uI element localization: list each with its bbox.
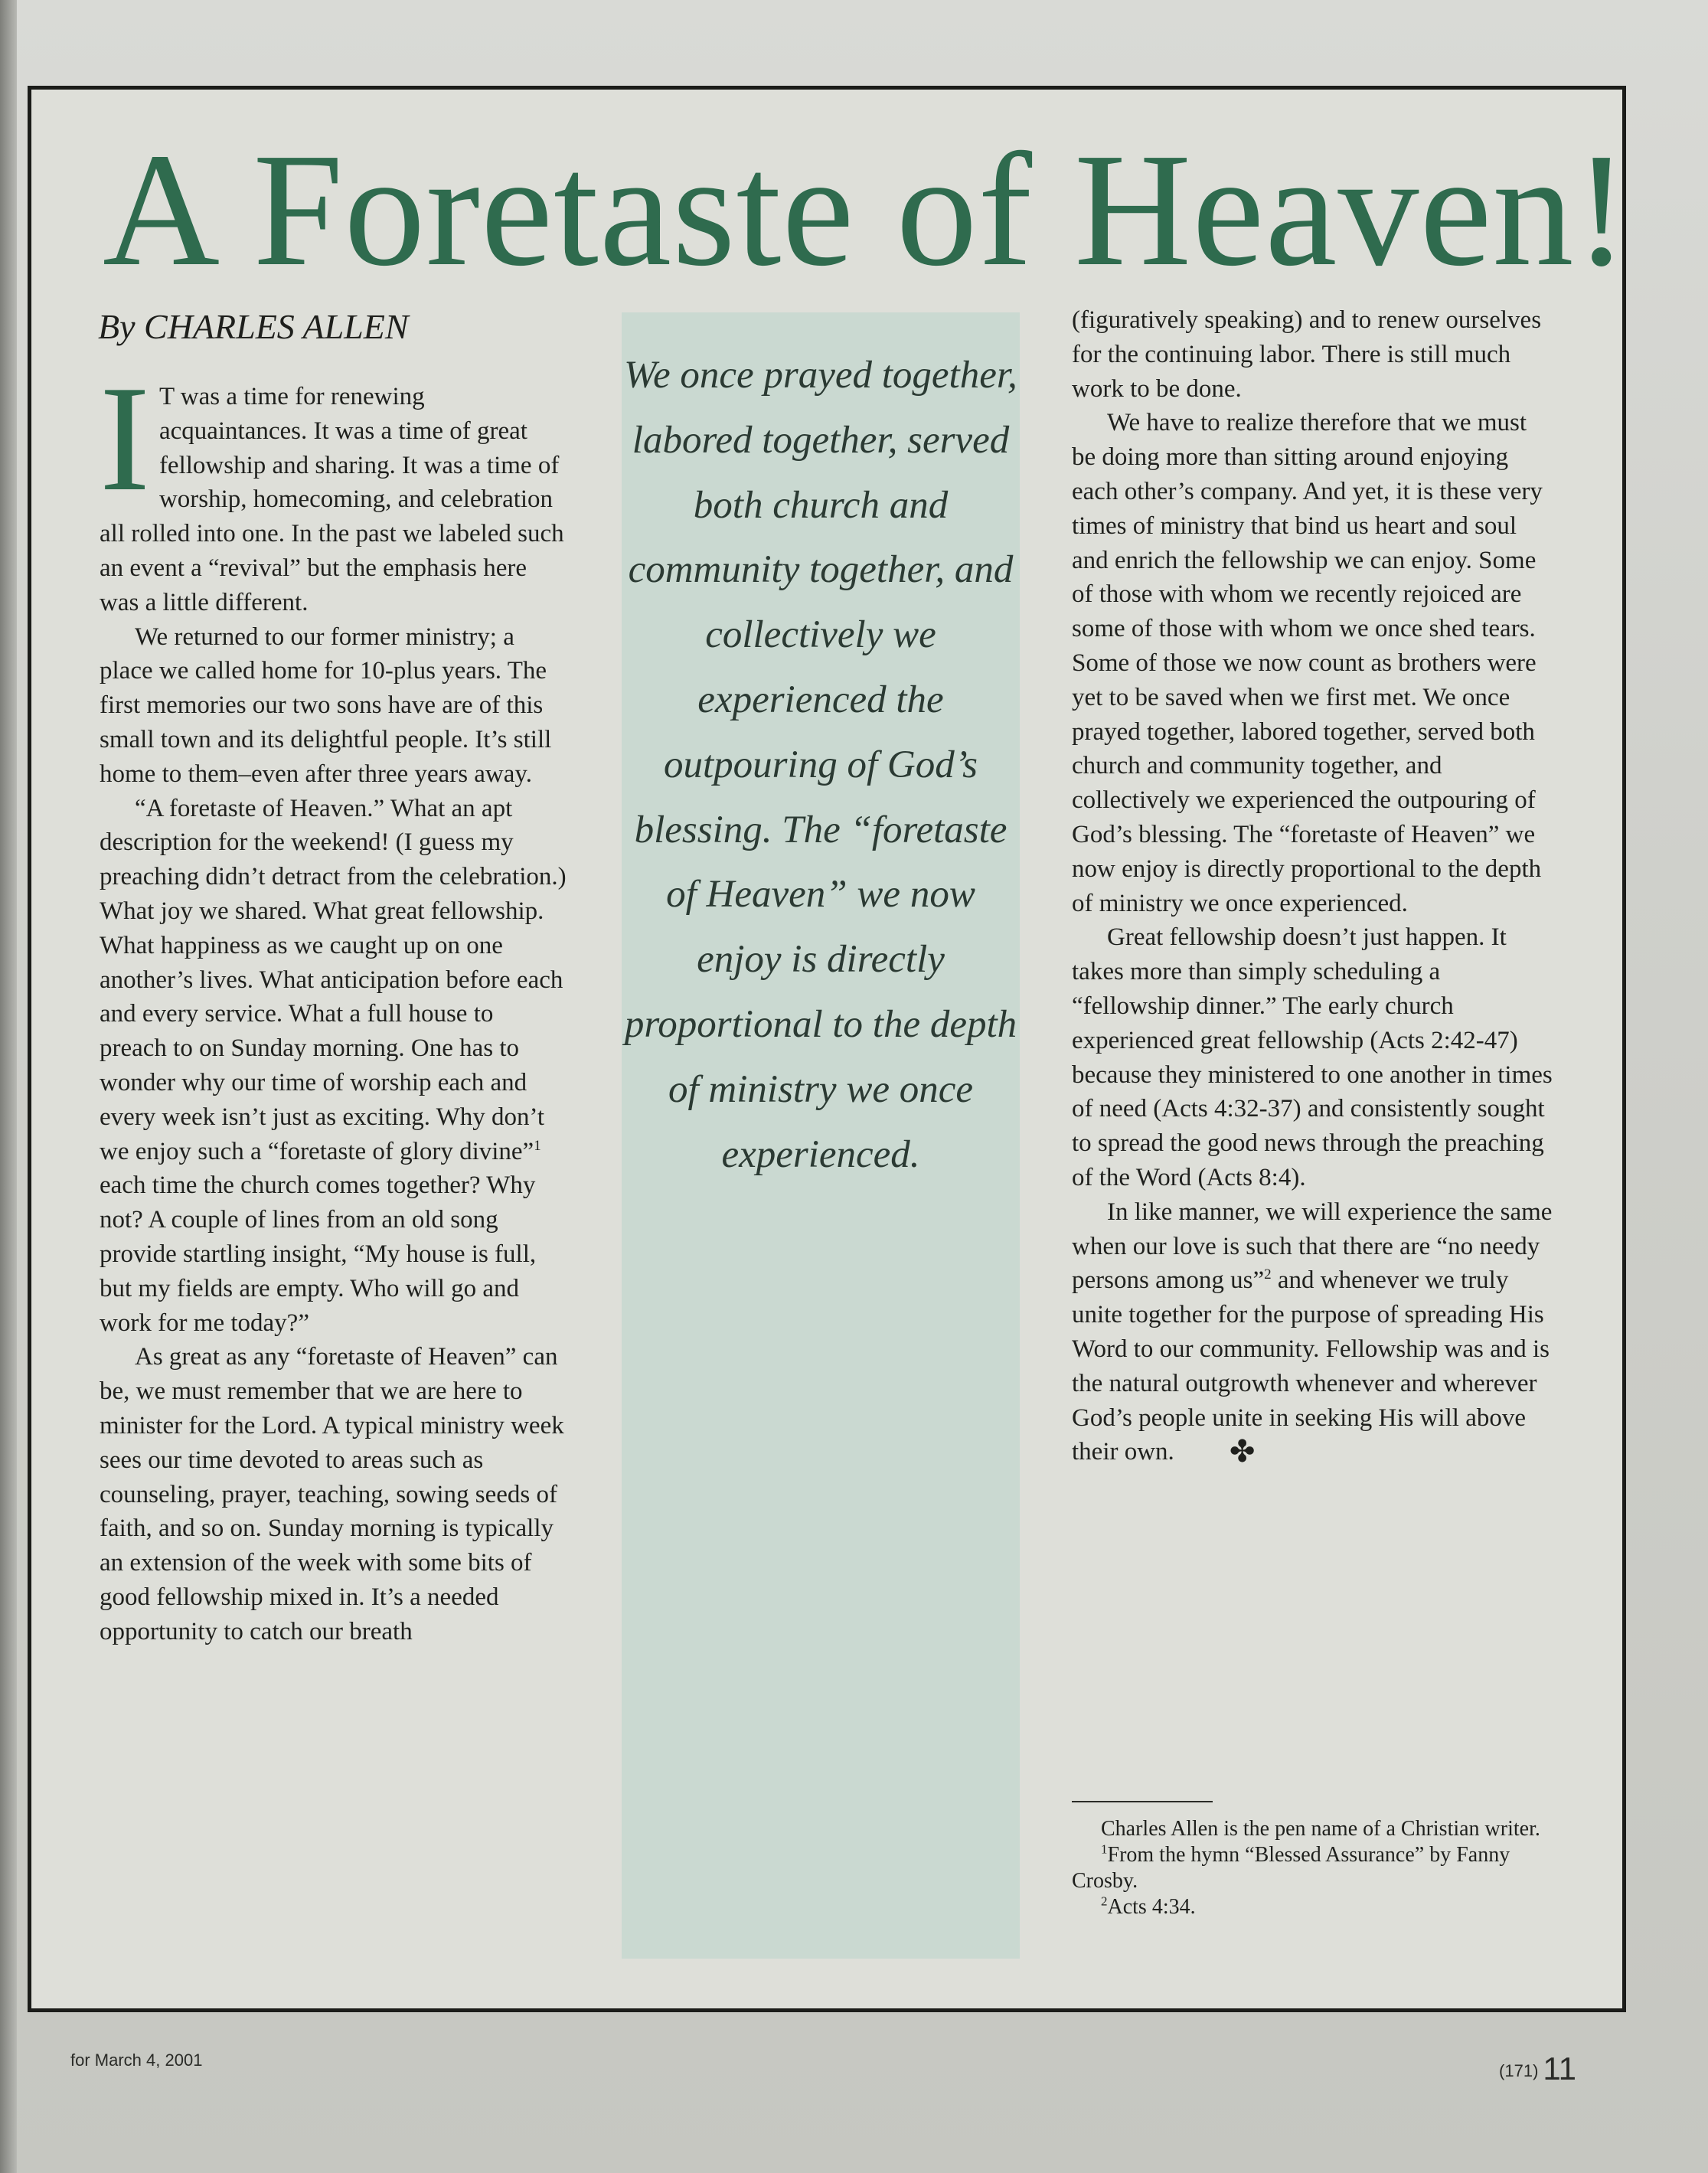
pull-quote: We once prayed together, labored together, served both church and community together, and collectively we experienced the outpouring of God’s blessing. The “foretaste of Heaven” we now enjoy is directly proportional to the depth of ministry we once experienced. bbox=[624, 354, 1017, 1176]
paragraph: In like manner, we will experience the same when our love is such that there are “no needy persons among us”$^2$ and whenever we truly unite together for the purpose of spreading His Word to our community. Fellowship was and is the natural outgrowth whenever and wherever God’s people unite in seeking His will above their own. ✤ bbox=[1072, 1198, 1553, 1469]
footnote: $^1$From the hymn “Blessed Assurance” by Fanny Crosby. bbox=[1072, 1841, 1510, 1893]
paragraph: (figuratively speaking) and to renew ourselves for the continuing labor. There is still much work to be done. bbox=[1072, 306, 1542, 403]
notes-divider bbox=[1072, 1801, 1213, 1802]
folio bbox=[1499, 2050, 1576, 2087]
issue-date: for March 4, 2001 bbox=[70, 2050, 203, 2070]
author-bio: Charles Allen is the pen name of a Christian writer. bbox=[1101, 1817, 1540, 1841]
paragraph: “A foretaste of Heaven.” What an apt description for the weekend! (I guess my preaching didn’t detract from the celebration.) What joy we shared. What great fellowship. What happiness as we caught up on one another’s lives. What anticipation before each and every service. What a full house to preach to on Sunday morning. One has to wonder why our time of worship each and every week isn’t just as exciting. Why don’t we enjoy such a “foretaste of glory divine”$^1$ each time the church comes together? Why not? A couple of lines from an old song provide startling insight, “My house is full, but my fields are empty. Who will go and work for me today?” bbox=[100, 794, 567, 1337]
left-column bbox=[100, 355, 567, 1649]
paragraph: We have to realize therefore that we must be doing more than sitting around enjoying each other’s company. And yet, it is these very times of ministry that bind us heart and soul and enrich the fellowship we can enjoy. Some of those with whom we recently rejoiced are some of those with whom we once shed tears. Some of those we now count as brothers were yet to be saved when we first met. We once prayed together, labored together, served both church and community together, and collectively we experienced the outpouring of God’s blessing. The “foretaste of Heaven” we now enjoy is directly proportional to the depth of ministry we once experienced. bbox=[1072, 409, 1543, 917]
paragraph: I T was a time for renewing acquaintances. It was a time of great fellowship and sharing. It was a time of worship, homecoming, and celebration all rolled into one. In the past we labeled such an event a “revival” but the emphasis here was a little different. bbox=[100, 355, 564, 616]
footnote: $^2$Acts 4:34. bbox=[1101, 1894, 1196, 1919]
paragraph: Great fellowship doesn’t just happen. It takes more than simply scheduling a “fellowship dinner.” The early church experienced great fellowship (Acts 2:42-47) because they ministered to one another in times of need (Acts 4:32-37) and consistently sought to spread the good news through the preaching of the Word (Acts 8:4). bbox=[1072, 923, 1553, 1191]
right-column bbox=[1072, 303, 1554, 1469]
paragraph: As great as any “foretaste of Heaven” can be, we must remember that we are here to minister for the Lord. A typical ministry week sees our time devoted to areas such as counseling, prayer, teaching, sowing seeds of faith, and so on. Sunday morning is typically an extension of the week with some bits of good fellowship mixed in. It’s a needed opportunity to catch our breath bbox=[100, 1343, 564, 1645]
footnote-ref: 2 bbox=[1264, 1266, 1272, 1283]
article-title: A Foretaste of Heaven! bbox=[103, 119, 1630, 299]
paragraph: We returned to our former ministry; a place we called home for 10-plus years. The first memories our two sons have are of this small town and its delightful people. It’s still home to them–even after three years away. bbox=[100, 622, 552, 788]
page-number: 11 bbox=[1543, 2050, 1576, 2086]
byline: By CHARLES ALLEN bbox=[98, 307, 409, 346]
end-mark-icon: ✤ bbox=[1229, 1434, 1256, 1469]
issue-page: (171) bbox=[1499, 2061, 1539, 2080]
author-notes bbox=[1072, 1816, 1554, 1920]
footnote-ref: 1 bbox=[534, 1137, 541, 1154]
page-edge-shadow bbox=[0, 0, 17, 2173]
drop-cap: I bbox=[100, 355, 150, 522]
